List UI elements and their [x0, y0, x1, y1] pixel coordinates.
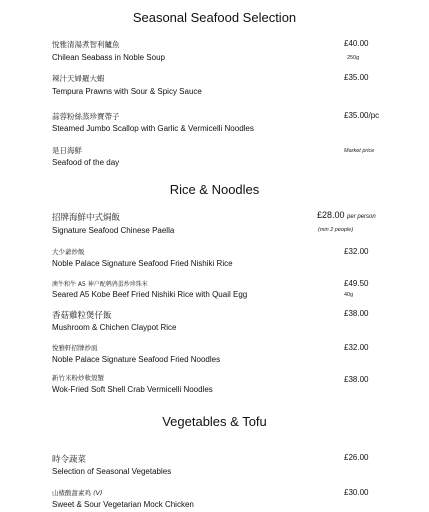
dish-english-name: Wok-Fried Soft Shell Crab Vermicelli Noodles [52, 385, 213, 394]
dish-chinese-name: 香菇雞粒煲仔飯 [52, 311, 112, 321]
vegetarian-tag: (V) [93, 489, 103, 497]
dish-chinese-name: 澳牛和牛 A5 神户配鹌鹑蛋炒珍珠米 [52, 281, 148, 288]
dish-english-name: Seared A5 Kobe Beef Fried Nishiki Rice with Quail Egg [52, 290, 248, 299]
dish-weight-note: 250g [347, 55, 360, 61]
dish-price: £40.00 [344, 39, 369, 48]
dish-english-name: Tempura Prawns with Sour & Spicy Sauce [52, 87, 202, 96]
section-title-vegetables-tofu: Vegetables & Tofu [162, 414, 267, 429]
dish-english-name: Mushroom & Chichen Claypot Rice [52, 323, 177, 332]
dish-price: £38.00 [344, 309, 369, 318]
dish-chinese-name: 蒜蓉粉絲蒸珍寶帶子 [52, 112, 120, 121]
dish-english-name: Seafood of the day [52, 158, 120, 167]
section-title-rice-noodles: Rice & Noodles [169, 182, 260, 197]
dish-price: £28.00 per person [317, 210, 376, 220]
dish-chinese-name: 新竹米粉炒軟殼蟹 [52, 374, 104, 382]
dish-english-name: Selection of Seasonal Vegetables [52, 467, 172, 476]
dish-price: Market price [344, 148, 375, 154]
dish-english-name: Chilean Seabass in Noble Soup [52, 53, 165, 62]
section-title-seafood: Seasonal Seafood Selection [132, 10, 297, 25]
dish-chinese-name: 是日海鮮 [52, 146, 82, 155]
dish-chinese-name: 山楂酸甜素鸡 (V) [52, 489, 103, 497]
dish-price: £38.00 [344, 375, 369, 384]
dish-english-name: Noble Palace Signature Seafood Fried Nishiki Rice [52, 259, 233, 268]
dish-english-name: Noble Palace Signature Seafood Fried Noodles [52, 355, 221, 364]
dish-price: £32.00 [344, 247, 369, 256]
dish-english-name: Steamed Jumbo Scallop with Garlic & Vermicelli Noodles [52, 124, 254, 133]
dish-price: £30.00 [344, 488, 369, 497]
dish-english-name: Sweet & Sour Vegetarian Mock Chicken [52, 500, 194, 509]
dish-weight-note: 40g [344, 292, 354, 298]
dish-chinese-name: 悅雅清湯煮智利鱸魚 [52, 40, 120, 49]
dish-price: £35.00/pc [344, 111, 380, 120]
dish-price: £32.00 [344, 343, 369, 352]
dish-english-name: Signature Seafood Chinese Paella [52, 226, 175, 235]
dish-min-note: (min 2 people) [318, 227, 354, 233]
dish-chinese-name: 大少爺炒飯 [52, 248, 85, 256]
dish-chinese-name: 招牌海鮮中式焗飯 [52, 213, 121, 223]
price-suffix: per person [347, 214, 376, 220]
dish-chinese-name: 悅雅軒招牌炒面 [52, 344, 98, 352]
dish-price: £49.50 [344, 279, 369, 288]
dish-chinese-name: 辣汁天婦羅大蝦 [52, 74, 105, 83]
dish-chinese-name: 時令蔬菜 [52, 455, 87, 465]
dish-price: £35.00 [344, 73, 369, 82]
dish-price: £26.00 [344, 453, 369, 462]
